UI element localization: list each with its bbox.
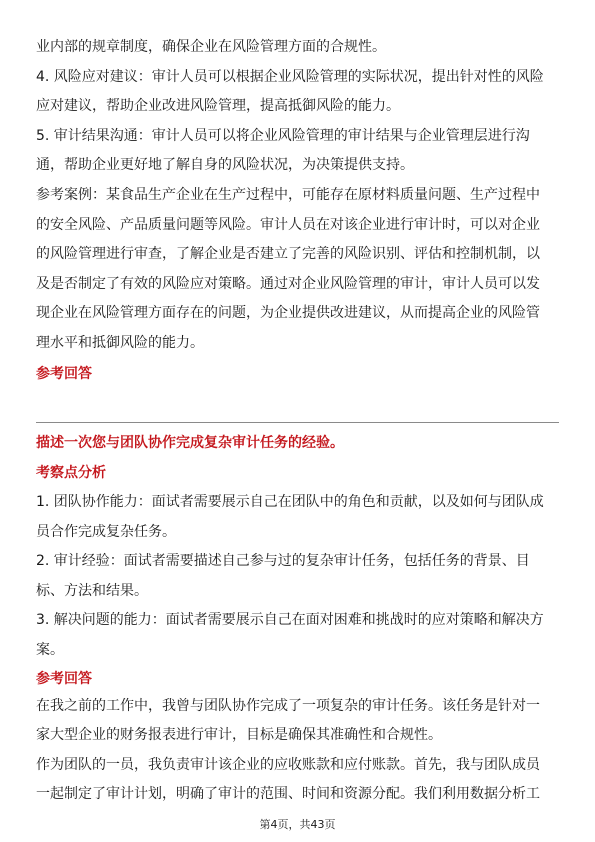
- analysis-line: 案。: [36, 642, 64, 658]
- answer-line: 作为团队的一员，我负责审计该企业的应收账款和应付账款。首先，我与团队成员: [36, 757, 540, 773]
- body-line: 的风险管理进行审查，了解企业是否建立了完善的风险识别、评估和控制机制，以: [36, 246, 540, 262]
- analysis-line: 1. 团队协作能力：面试者需要展示自己在团队中的角色和贡献，以及如何与团队成: [36, 494, 544, 510]
- body-line: 5. 审计结果沟通：审计人员可以将企业风险管理的审计结果与企业管理层进行沟: [36, 128, 530, 144]
- answer-heading: 参考回答: [36, 366, 92, 382]
- question-title: 描述一次您与团队协作完成复杂审计任务的经验。: [36, 435, 344, 451]
- analysis-heading: 考察点分析: [36, 465, 106, 481]
- body-line: 应对建议，帮助企业改进风险管理，提高抵御风险的能力。: [36, 98, 400, 114]
- answer-line: 一起制定了审计计划，明确了审计的范围、时间和资源分配。我们利用数据分析工: [36, 786, 540, 802]
- page-number: 第4页，共43页: [259, 818, 336, 831]
- body-line: 理水平和抵御风险的能力。: [36, 335, 204, 351]
- body-line: 4. 风险应对建议：审计人员可以根据企业风险管理的实际状况，提出针对性的风险: [36, 69, 544, 85]
- body-line: 现企业在风险管理方面存在的问题，为企业提供改进建议，从而提高企业的风险管: [36, 305, 540, 321]
- analysis-line: 3. 解决问题的能力：面试者需要展示自己在面对困难和挑战时的应对策略和解决方: [36, 612, 544, 628]
- analysis-line: 标、方法和结果。: [36, 583, 148, 599]
- answer-line: 家大型企业的财务报表进行审计，目标是确保其准确性和合规性。: [36, 727, 442, 743]
- body-line: 通，帮助企业更好地了解自身的风险状况，为决策提供支持。: [36, 157, 414, 173]
- body-line: 及是否制定了有效的风险应对策略。通过对企业风险管理的审计，审计人员可以发: [36, 276, 540, 292]
- analysis-line: 2. 审计经验：面试者需要描述自己参与过的复杂审计任务，包括任务的背景、目: [36, 553, 530, 569]
- body-line: 参考案例：某食品生产企业在生产过程中，可能存在原材料质量问题、生产过程中: [36, 187, 540, 203]
- analysis-line: 员合作完成复杂任务。: [36, 524, 176, 540]
- section-divider: [36, 422, 559, 423]
- answer-line: 在我之前的工作中，我曾与团队协作完成了一项复杂的审计任务。该任务是针对一: [36, 698, 540, 714]
- body-line: 业内部的规章制度，确保企业在风险管理方面的合规性。: [36, 39, 386, 55]
- body-line: 的安全风险、产品质量问题等风险。审计人员在对该企业进行审计时，可以对企业: [36, 217, 540, 233]
- answer-heading: 参考回答: [36, 671, 92, 687]
